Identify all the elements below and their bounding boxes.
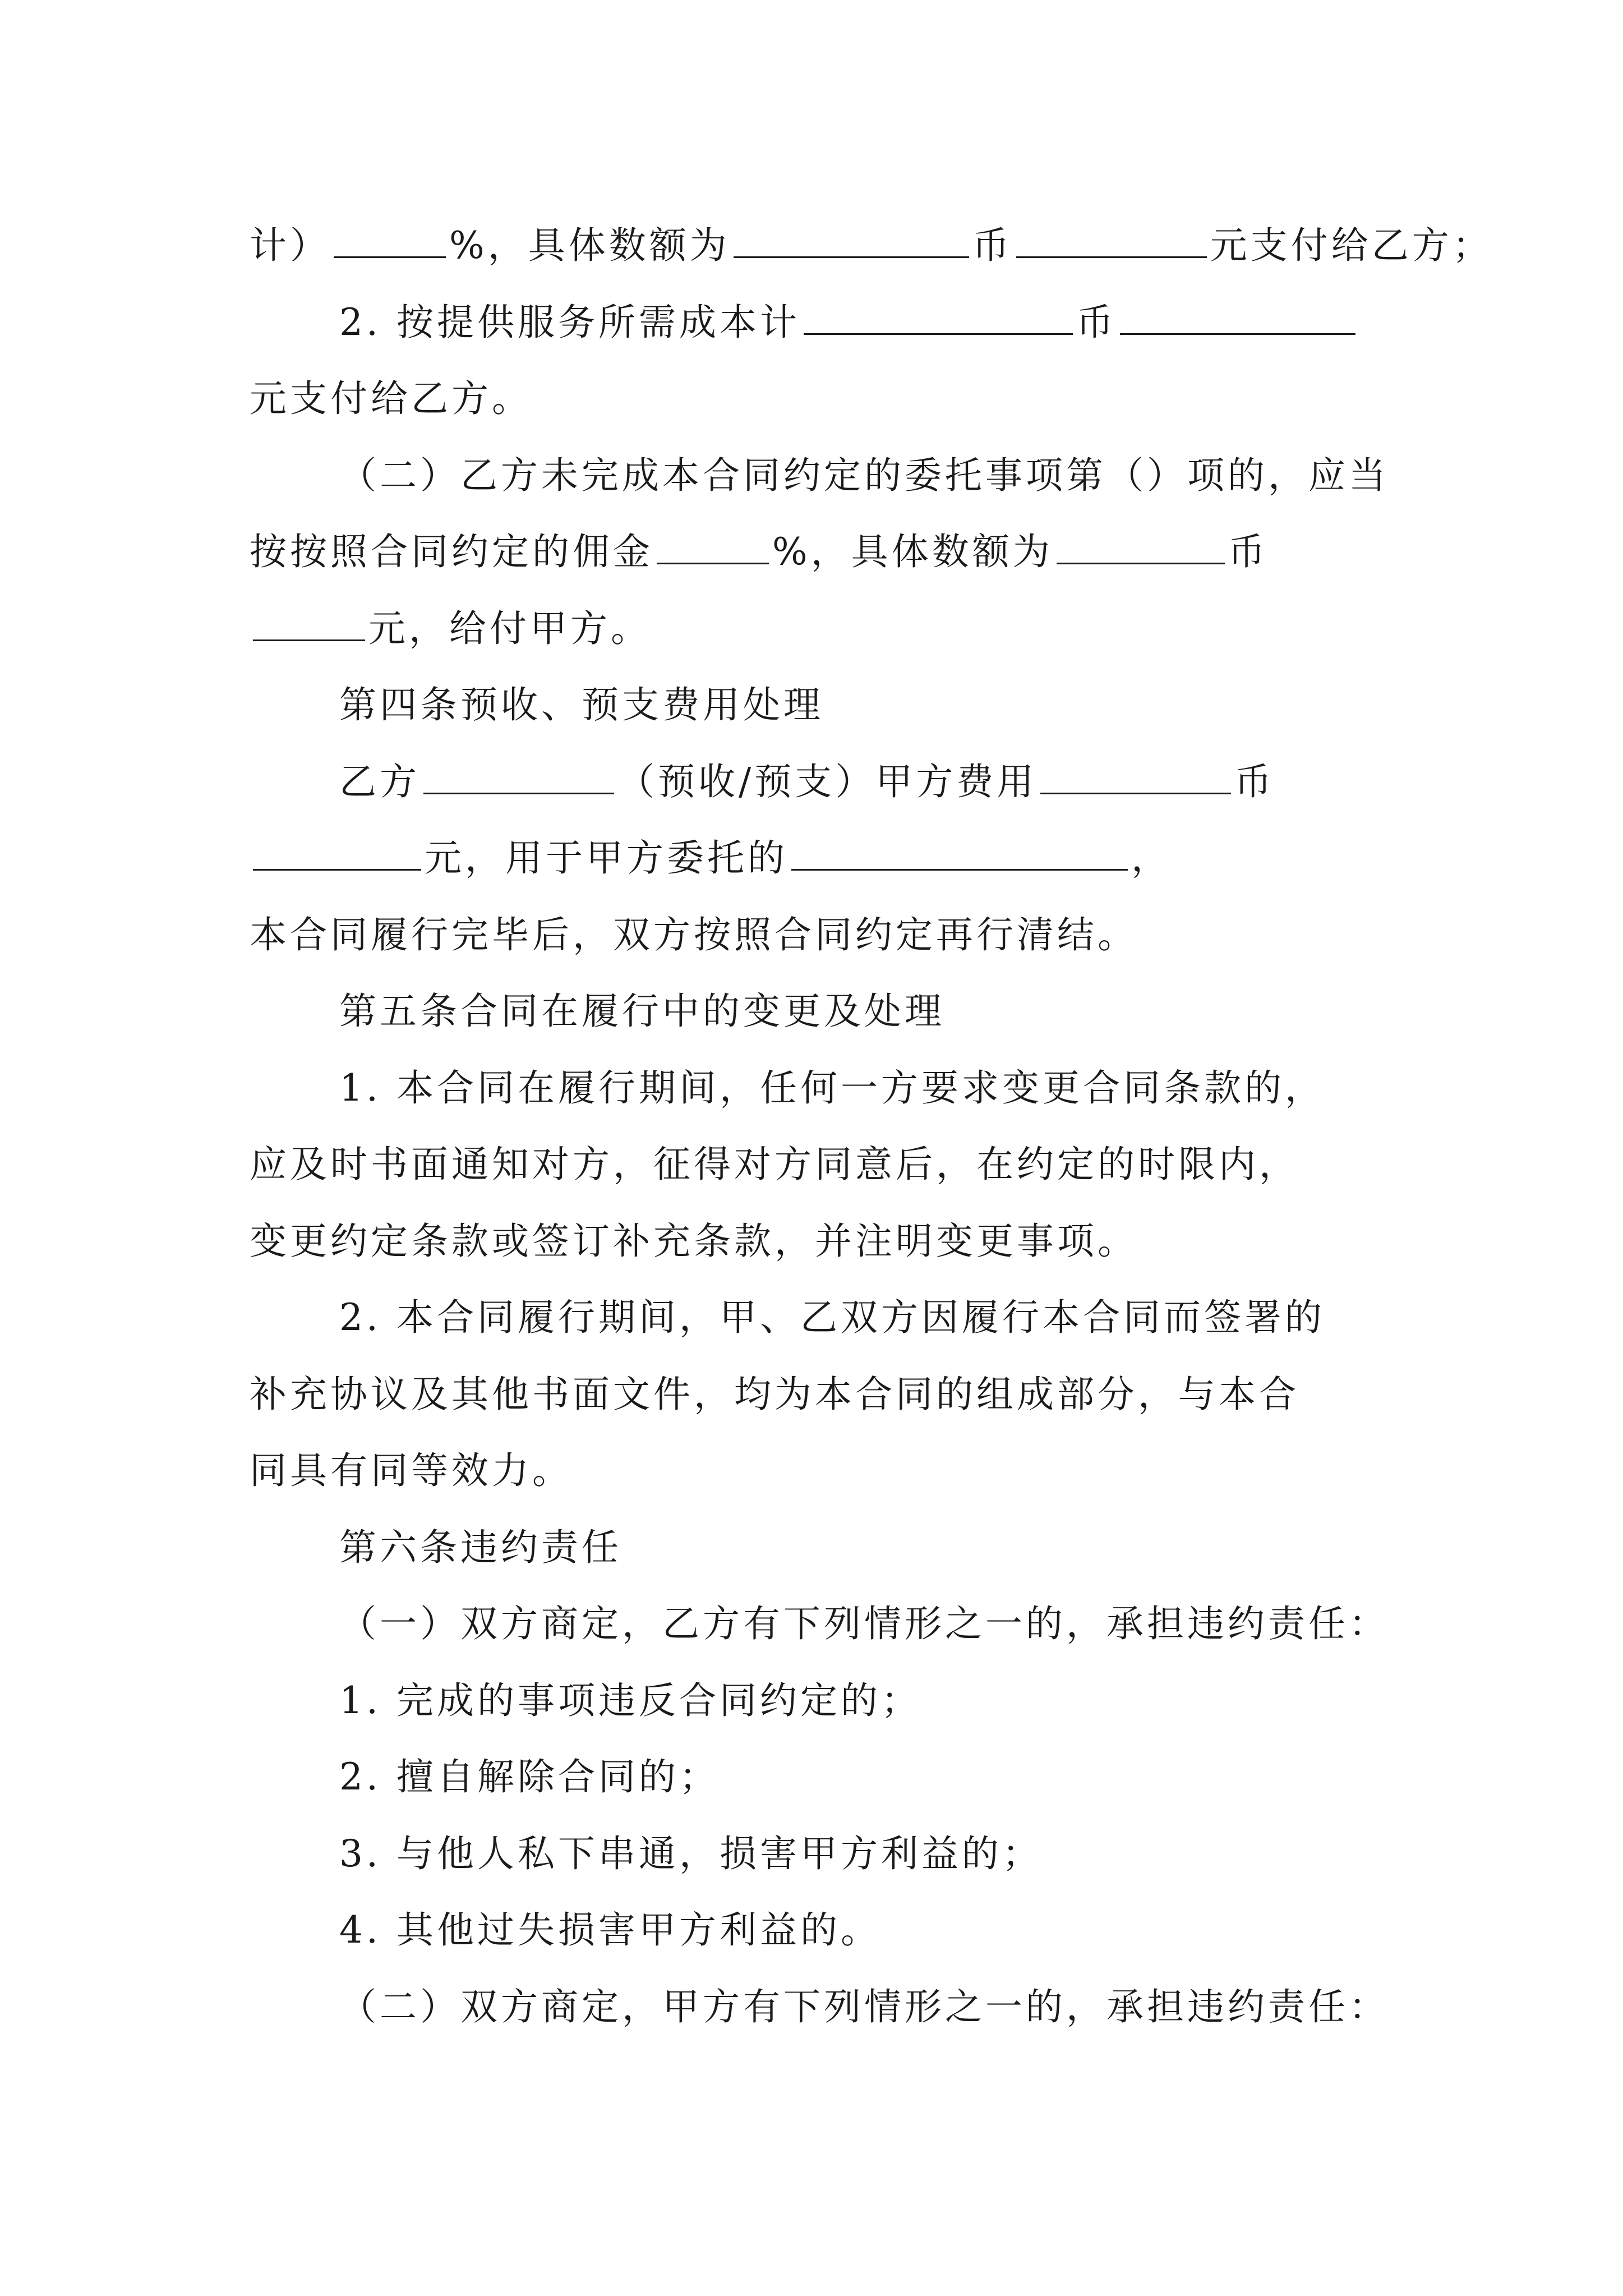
text-line: [250, 514, 1388, 591]
text-segment: 元支付给乙方；: [1210, 224, 1493, 267]
text-line: [250, 1050, 1388, 1127]
text-segment: 计）: [250, 224, 330, 267]
section-heading-4: [250, 667, 1388, 744]
fill-blank: [657, 531, 769, 564]
text-segment: 1. 完成的事项违反合同约定的；: [339, 1678, 921, 1722]
fill-blank: [1016, 225, 1207, 258]
text-segment: 补充协议及其他书面文件，均为本合同的组成部分，与本合: [250, 1372, 1299, 1416]
text-line: [250, 208, 1493, 284]
fill-blank: [253, 838, 421, 871]
text-line: [250, 1126, 1388, 1203]
text-line: [250, 1356, 1388, 1433]
text-line: [250, 438, 1388, 514]
text-segment: （一）双方商定，乙方有下列情形之一的，承担违约责任：: [339, 1602, 1389, 1645]
text-segment: %，具体数额为: [772, 530, 1053, 573]
section-heading-5: [250, 973, 1388, 1050]
text-segment: 第六条违约责任: [339, 1525, 622, 1569]
text-segment: %，具体数额为: [449, 224, 730, 267]
text-line: [250, 1203, 1388, 1280]
text-line: [250, 820, 1388, 897]
text-segment: 元，给付甲方。: [368, 606, 651, 650]
text-line: [250, 897, 1388, 974]
fill-blank: [734, 225, 969, 258]
text-segment: ，: [1131, 836, 1172, 880]
text-segment: 元支付给乙方。: [250, 377, 532, 420]
list-item: [250, 1816, 1388, 1893]
text-segment: （预收/预支）甲方费用: [617, 760, 1038, 803]
text-segment: 第四条预收、预支费用处理: [339, 683, 824, 726]
text-segment: 币: [1228, 530, 1269, 573]
text-line: [250, 591, 1388, 668]
fill-blank: [791, 838, 1128, 871]
fill-blank: [1120, 302, 1355, 335]
fill-blank: [253, 608, 365, 641]
text-line: [250, 744, 1388, 821]
text-segment: 乙方: [339, 760, 420, 803]
list-item: [250, 1663, 1388, 1740]
fill-blank: [1040, 761, 1231, 794]
text-segment: 本合同履行完毕后，双方按照合同约定再行清结。: [250, 913, 1138, 956]
text-segment: （二）双方商定，甲方有下列情形之一的，承担违约责任：: [339, 1985, 1389, 2028]
contract-body: [250, 208, 1493, 2045]
list-item: [250, 1739, 1388, 1816]
text-segment: 按按照合同约定的佣金: [250, 530, 653, 573]
text-segment: 变更约定条款或签订补充条款，并注明变更事项。: [250, 1219, 1138, 1263]
text-line: [250, 1969, 1388, 2046]
text-segment: 币: [1076, 300, 1117, 344]
fill-blank: [334, 225, 446, 258]
text-segment: 币: [1234, 760, 1275, 803]
text-line: [250, 1586, 1388, 1663]
text-line: [250, 1433, 1388, 1510]
text-segment: 3. 与他人私下串通，损害甲方利益的；: [339, 1832, 1043, 1875]
text-segment: 4. 其他过失损害甲方利益的。: [339, 1908, 881, 1952]
text-segment: 2. 按提供服务所需成本计: [339, 300, 800, 344]
text-segment: （二）乙方未完成本合同约定的委托事项第（）项的，应当: [339, 453, 1389, 497]
text-line: [250, 1280, 1388, 1356]
text-segment: 第五条合同在履行中的变更及处理: [339, 990, 945, 1033]
list-item: [250, 1892, 1388, 1969]
text-segment: 应及时书面通知对方，征得对方同意后，在约定的时限内，: [250, 1143, 1299, 1186]
text-line: [250, 284, 1388, 361]
text-segment: 2. 擅自解除合同的；: [339, 1755, 720, 1798]
text-segment: 同具有同等效力。: [250, 1449, 573, 1492]
fill-blank: [804, 302, 1073, 335]
fill-blank: [423, 761, 614, 794]
text-line: [250, 361, 1388, 438]
fill-blank: [1057, 531, 1225, 564]
text-segment: 1. 本合同在履行期间，任何一方要求变更合同条款的，: [339, 1066, 1325, 1110]
text-segment: 2. 本合同履行期间，甲、乙双方因履行本合同而签署的: [339, 1296, 1325, 1339]
text-segment: 币: [972, 224, 1013, 267]
text-segment: 元，用于甲方委托的: [425, 836, 788, 880]
section-heading-6: [250, 1510, 1388, 1586]
